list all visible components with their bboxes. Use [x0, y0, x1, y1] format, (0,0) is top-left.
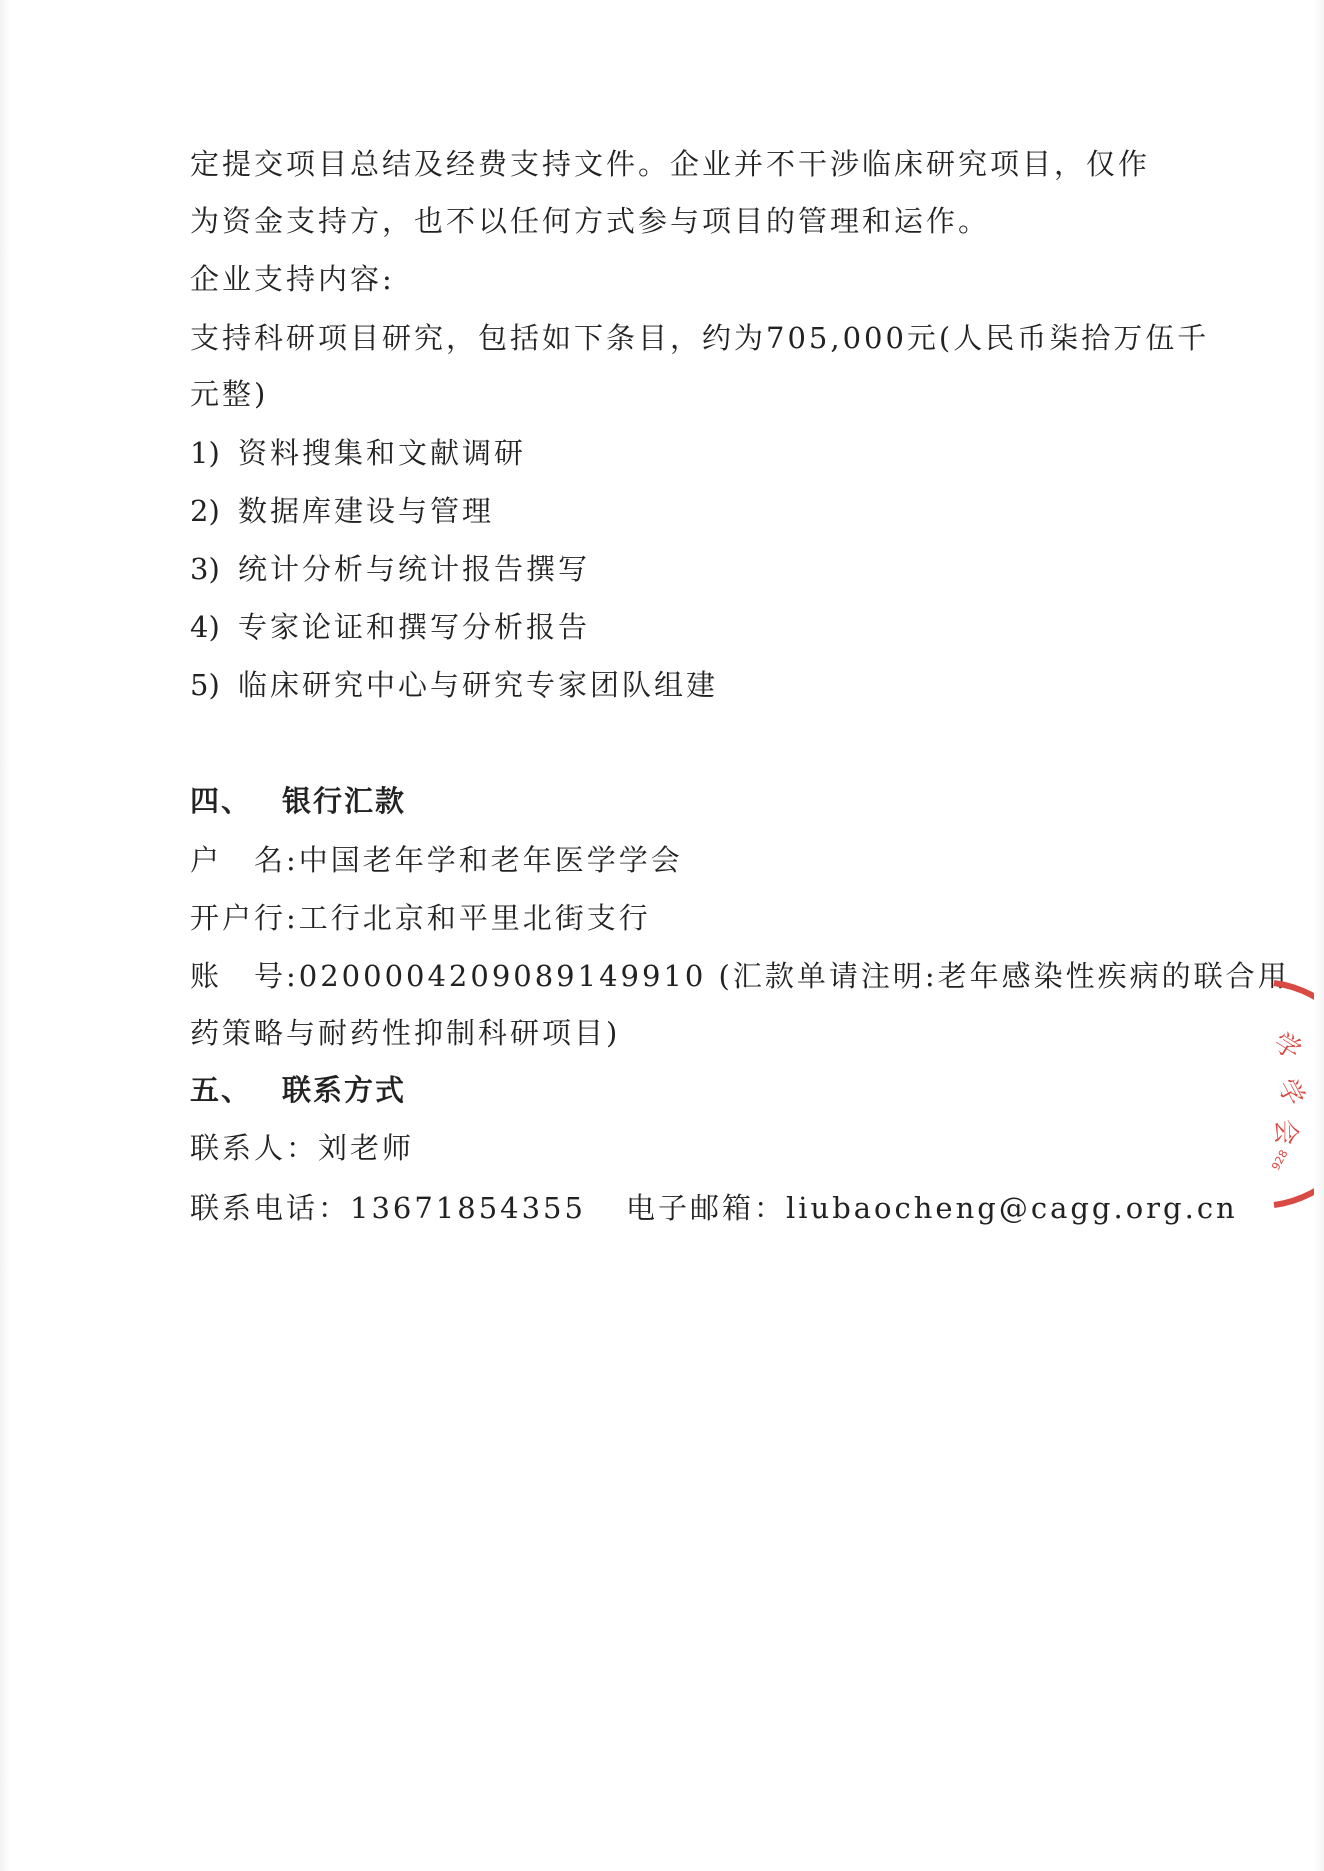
support-line-2: 元整)	[190, 377, 269, 411]
seal-char: 学	[1270, 1073, 1310, 1111]
contact-person: 联系人：刘老师	[190, 1131, 415, 1165]
account-name: 户 名:中国老年学和老年医学学会	[190, 843, 683, 877]
account-note: 药策略与耐药性抑制科研项目)	[190, 1016, 621, 1050]
list-item-number: 3)	[190, 552, 220, 586]
list-item	[190, 493, 494, 529]
account-number: 账 号:0200004209089149910 (汇款单请注明:老年感染性疾病的联合用	[190, 959, 1290, 993]
seal-char: 会	[1270, 1119, 1300, 1146]
list-item	[190, 667, 718, 703]
section-heading-bank	[190, 783, 406, 819]
contact-phone: 联系电话：13671854355	[190, 1191, 586, 1225]
paragraph-line-2: 为资金支持方，也不以任何方式参与项目的管理和运作。	[190, 204, 991, 238]
list-item	[190, 435, 526, 471]
list-item-text: 资料搜集和文献调研	[238, 436, 527, 470]
list-item-text: 专家论证和撰写分析报告	[238, 610, 591, 644]
section-heading-contact	[190, 1072, 406, 1108]
section-number: 五、	[190, 1073, 253, 1107]
seal-number: 928	[1269, 1147, 1291, 1173]
section-title: 联系方式	[282, 1073, 407, 1107]
support-title: 企业支持内容:	[190, 262, 395, 296]
list-item-number: 4)	[190, 610, 220, 644]
paragraph-line-1: 定提交项目总结及经费支持文件。企业并不干涉临床研究项目，仅作	[190, 147, 1151, 181]
scan-edge-left	[0, 0, 10, 1871]
section-title: 银行汇款	[282, 784, 407, 818]
list-item-number: 1)	[190, 436, 220, 470]
bank-branch: 开户行:工行北京和平里北街支行	[190, 901, 651, 935]
list-item	[190, 551, 590, 587]
seal-char: 学	[1268, 1027, 1307, 1067]
support-line-1: 支持科研项目研究，包括如下条目，约为705,000元(人民币柒拾万伍千	[190, 321, 1210, 355]
list-item-text: 数据库建设与管理	[238, 494, 495, 528]
contact-email: 电子邮箱：liubaocheng@cagg.org.cn	[625, 1191, 1238, 1225]
section-number: 四、	[190, 784, 253, 818]
list-item-text: 统计分析与统计报告撰写	[238, 552, 591, 586]
list-item-number: 2)	[190, 494, 220, 528]
contact-line	[190, 1190, 1238, 1226]
list-item-text: 临床研究中心与研究专家团队组建	[238, 668, 719, 702]
list-item-number: 5)	[190, 668, 220, 702]
list-item	[190, 609, 590, 645]
scan-edge-right	[1314, 0, 1324, 1871]
